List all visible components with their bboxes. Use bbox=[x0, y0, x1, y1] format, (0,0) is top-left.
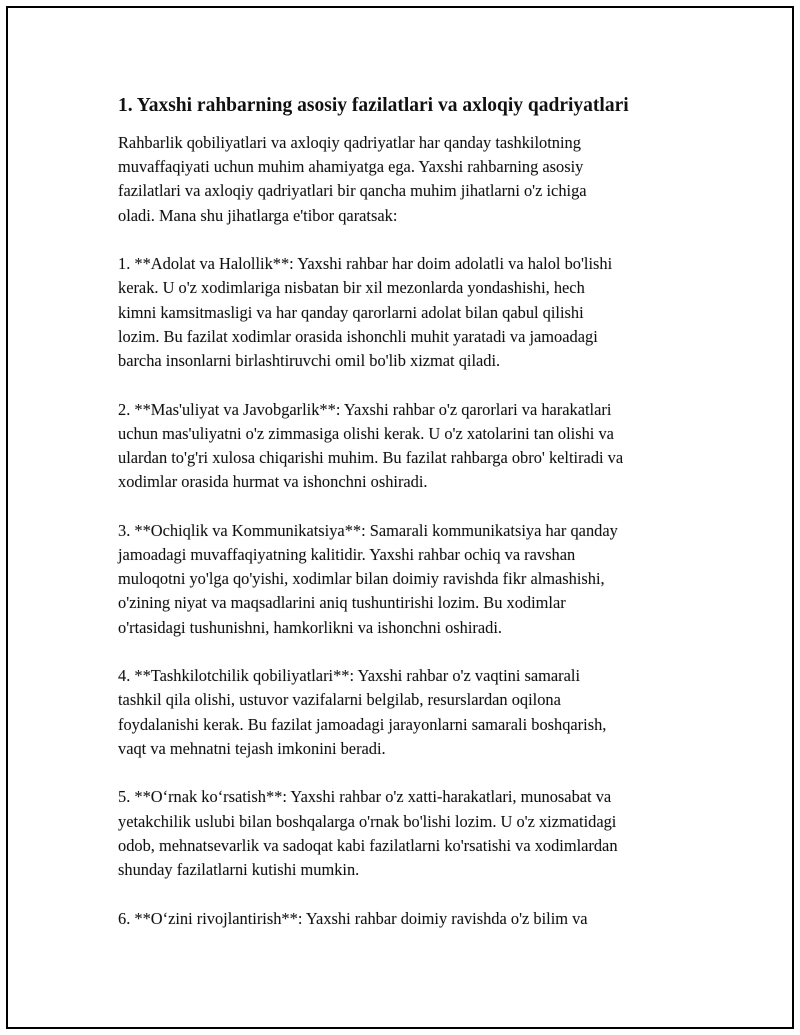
text-line: 1. **Adolat va Halollik**: Yaxshi rahbar har doim adolatli va halol bo'lishi bbox=[118, 254, 613, 274]
text-line: 5. **O‘rnak ko‘rsatish**: Yaxshi rahbar o'z xatti-harakatlari, munosabat va bbox=[118, 787, 612, 807]
list-item-paragraph bbox=[118, 519, 693, 640]
intro-paragraph bbox=[118, 131, 693, 228]
text-line: 6. **O‘zini rivojlantirish**: Yaxshi rahbar doimiy ravishda o'z bilim va bbox=[118, 908, 588, 928]
text-line: o'rtasidagi tushunishni, hamkorlikni va ishonchni oshiradi. bbox=[118, 617, 502, 637]
text-line: Rahbarlik qobiliyatlari va axloqiy qadriyatlar har qanday tashkilotning bbox=[118, 133, 581, 152]
text-line: fazilatlari va axloqiy qadriyatlari bir qancha muhim jihatlarni o'z ichiga bbox=[118, 181, 587, 201]
document-body bbox=[118, 92, 693, 955]
text-line: barcha insonlarni birlashtiruvchi omil bo'lib xizmat qiladi. bbox=[118, 351, 501, 371]
text-line: 3. **Ochiqlik va Kommunikatsiya**: Samarali kommunikatsiya har qanday bbox=[118, 520, 618, 540]
text-line: 4. **Tashkilotchilik qobiliyatlari**: Yaxshi rahbar o'z vaqtini samarali bbox=[118, 666, 581, 686]
list-item-paragraph bbox=[118, 785, 693, 882]
text-line: odob, mehnatsevarlik va sadoqat kabi fazilatlarni ko'rsatishi va xodimlardan bbox=[118, 835, 618, 855]
text-line: kimni kamsitmasligi va har qanday qarorlarni adolat bilan qabul qilishi bbox=[118, 302, 584, 322]
text-line: oladi. Mana shu jihatlarga e'tibor qaratsak: bbox=[118, 205, 398, 225]
text-line: muvaffaqiyati uchun muhim ahamiyatga ega. Yaxshi rahbarning asosiy bbox=[118, 157, 584, 177]
text-line: ulardan to'g'ri xulosa chiqarishi muhim. Bu fazilat rahbarga obro' keltiradi va bbox=[118, 448, 624, 468]
text-line: lozim. Bu fazilat xodimlar orasida ishonchli muhit yaratadi va jamoadagi bbox=[118, 326, 598, 346]
text-line: foydalanishi kerak. Bu fazilat jamoadagi jarayonlarni samarali boshqarish, bbox=[118, 714, 607, 734]
text-line: muloqotni yo'lga qo'yishi, xodimlar bilan doimiy ravishda fikr almashishi, bbox=[118, 569, 605, 589]
text-line: kerak. U o'z xodimlariga nisbatan bir xil mezonlarda yondashishi, hech bbox=[118, 278, 585, 298]
text-line: vaqt va mehnatni tejash imkonini beradi. bbox=[118, 738, 386, 758]
text-line: xodimlar orasida hurmat va ishonchni oshiradi. bbox=[118, 472, 428, 492]
text-line: shunday fazilatlarni kutishi mumkin. bbox=[118, 860, 360, 880]
document-title: 1. Yaxshi rahbarning asosiy fazilatlari va axloqiy qadriyatlari bbox=[118, 95, 629, 116]
list-item-paragraph bbox=[118, 252, 693, 373]
text-line: o'zining niyat va maqsadlarini aniq tushuntirishi lozim. Bu xodimlar bbox=[118, 593, 566, 613]
text-line: jamoadagi muvaffaqiyatning kalitidir. Yaxshi rahbar ochiq va ravshan bbox=[118, 545, 576, 565]
list-item-paragraph bbox=[118, 398, 693, 495]
list-item-paragraph bbox=[118, 664, 693, 761]
list-item-paragraph bbox=[118, 907, 693, 931]
text-line: tashkil qila olishi, ustuvor vazifalarni belgilab, resurslardan oqilona bbox=[118, 690, 561, 710]
text-line: uchun mas'uliyatni o'z zimmasiga olishi kerak. U o'z xatolarini tan olishi va bbox=[118, 423, 614, 443]
text-line: yetakchilik uslubi bilan boshqalarga o'rnak bo'lishi lozim. U o'z xizmatidagi bbox=[118, 811, 617, 831]
text-line: 2. **Mas'uliyat va Javobgarlik**: Yaxshi rahbar o'z qarorlari va harakatlari bbox=[118, 399, 612, 419]
